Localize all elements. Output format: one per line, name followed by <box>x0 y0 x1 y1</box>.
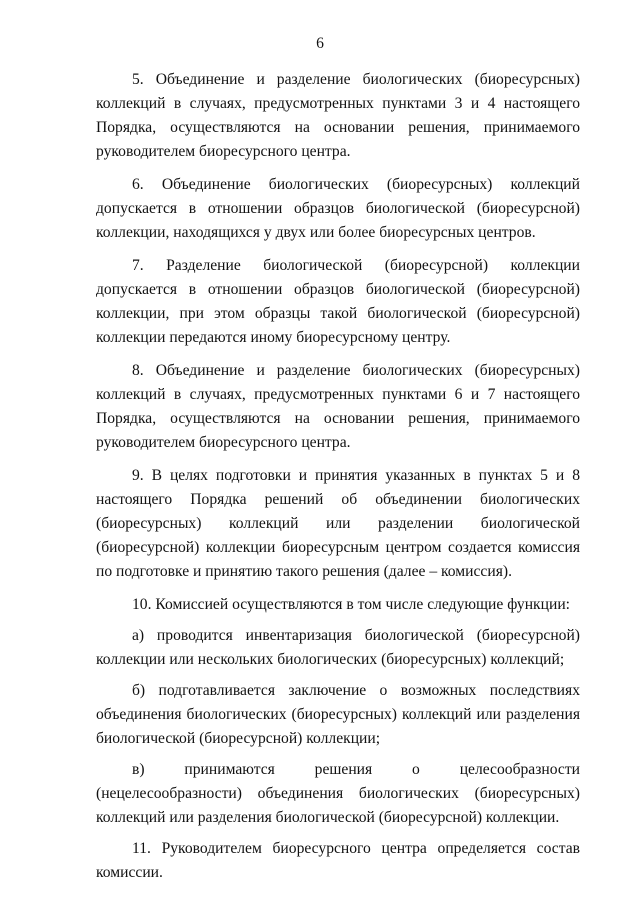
paragraph-item-8: 8. Объединение и разделение биологических (биоресурсных) коллекций в случаях, предусмотренных пунктами 6 и 7 настоящего Порядка, осуществляются на основании решения, принимаемого руководителем биоресурсного центра. <box>96 362 580 451</box>
paragraph-item-7: 7. Разделение биологической (биоресурсной) коллекции допускается в отношении образцов биологической (биоресурсной) коллекции, при этом образцы такой биологической (биоресурсной) коллекции передаются иному биоресурсному центру. <box>96 257 580 346</box>
paragraph-item-11: 11. Руководителем биоресурсного центра определяется состав комиссии. <box>96 840 580 881</box>
paragraph-item-5: 5. Объединение и разделение биологических (биоресурсных) коллекций в случаях, предусмотренных пунктами 3 и 4 настоящего Порядка, осуществляются на основании решения, принимаемого руководителем биоресурсного центра. <box>96 71 580 160</box>
paragraph-item-9: 9. В целях подготовки и принятия указанных в пунктах 5 и 8 настоящего Порядка решений об объединении биологических (биоресурсных) коллекций или разделении биологической (биоресурсной) коллекции биоресурсным центром создается комиссия по подготовке и принятию такого решения (далее – комиссия). <box>96 467 580 580</box>
paragraph-subitem-b: б) подготавливается заключение о возможных последствиях объединения биологических (биоресурсных) коллекций или разделения биологической (биоресурсной) коллекции; <box>96 682 580 747</box>
document-body <box>96 68 580 894</box>
paragraph-item-10: 10. Комиссией осуществляются в том числе следующие функции: <box>132 596 571 613</box>
page-number: 6 <box>316 35 324 52</box>
paragraph-subitem-a: а) проводится инвентаризация биологической (биоресурсной) коллекции или нескольких биологических (биоресурсных) коллекций; <box>96 627 580 668</box>
paragraph-item-6: 6. Объединение биологических (биоресурсных) коллекций допускается в отношении образцов биологической (биоресурсной) коллекции, находящихся у двух или более биоресурсных центров. <box>96 176 580 241</box>
paragraph-subitem-v: в) принимаются решения о целесообразности (нецелесообразности) объединения биологических (биоресурсных) коллекций или разделения биологической (биоресурсной) коллекции. <box>96 761 580 826</box>
